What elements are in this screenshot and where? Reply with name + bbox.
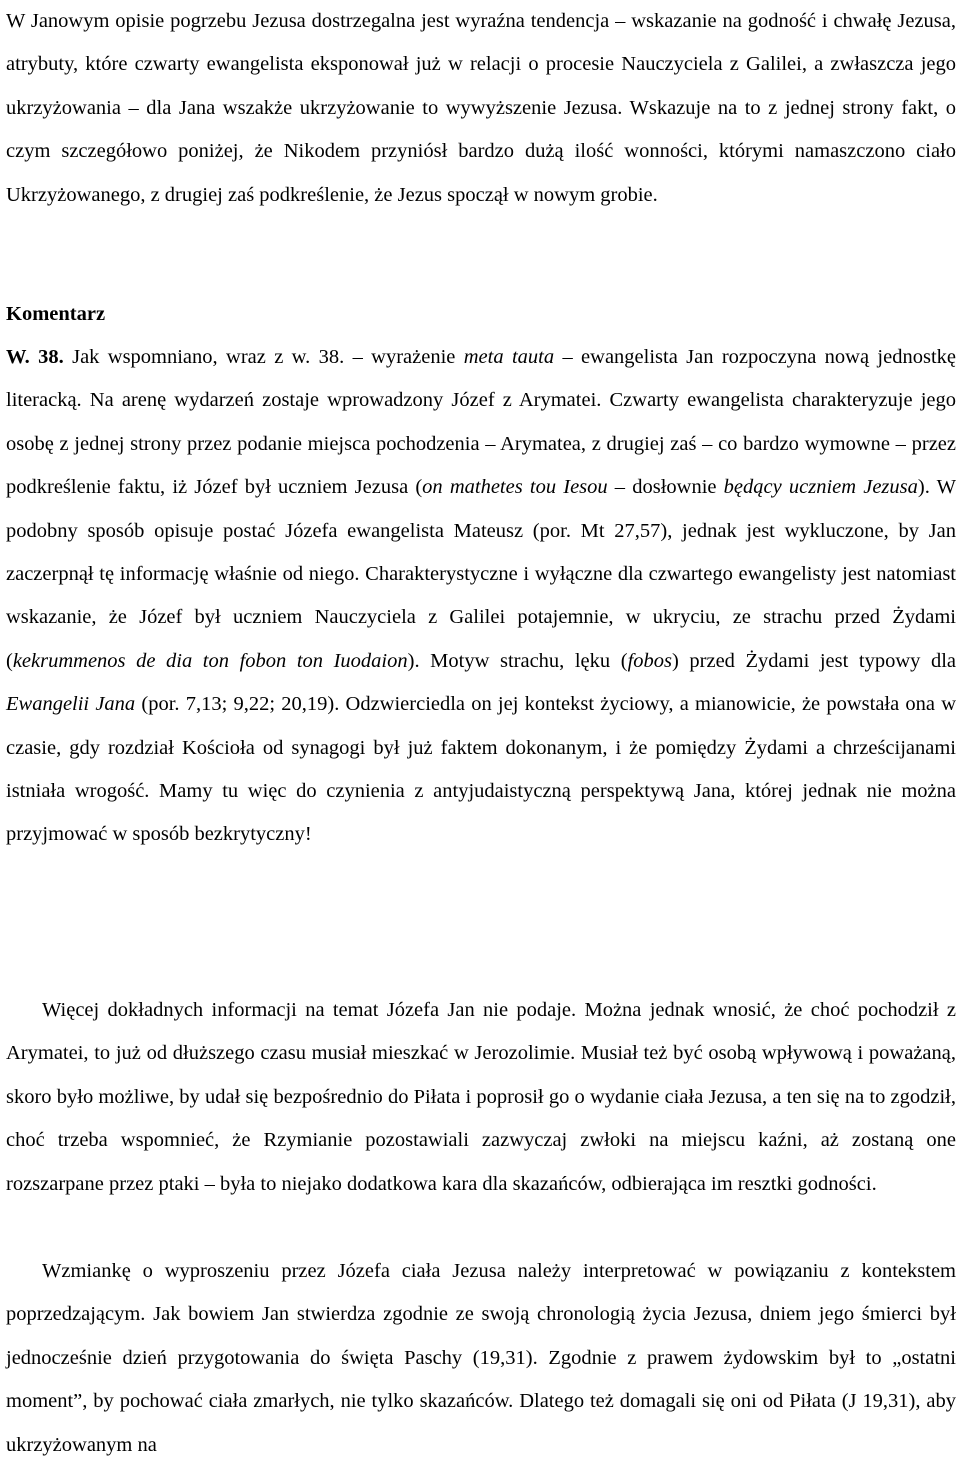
paragraph-intro: W Janowym opisie pogrzebu Jezusa dostrzegalna jest wyraźna tendencja – wskazanie na godność i chwałę Jezusa, atrybuty, które czwarty ewangelista eksponował już w relacji o procesie Nauczyciela z Galilei, a zwłaszcza jego ukrzyżowania – dla Jana wszakże ukrzyżowanie to wywyższenie Jezusa. Wskazuje na to z jednej strony fakt, o czym szczegółowo poniżej, że Nikodem przyniósł bardzo dużą ilość wonności, którymi namaszczono ciało Ukrzyżowanego, z drugiej zaś podkreślenie, że Jezus spoczął w nowym grobie. <box>6 10 956 206</box>
section-heading: Komentarz <box>6 303 106 325</box>
text-run: ) przed Żydami jest typowy dla <box>672 649 956 672</box>
greek-term: meta tauta <box>463 346 555 368</box>
text-run: Jak wspomniano, wraz z w. 38. – wyrażenie <box>63 346 464 368</box>
text-run: – ewangelista Jan rozpoczyna nową jednostkę literacką. Na arenę wydarzeń zostaje wprowadzony Józef z Arymatei. Czwarty ewangelista charakteryzuje jego osobę z jednej strony przez podanie miejsca pochodzenia – Arymatea, z drugiej zaś – co bardzo wymowne – przez podkreślenie faktu, iż Józef był uczniem Jezusa ( <box>6 346 956 499</box>
paragraph-jozef: Więcej dokładnych informacji na temat Józefa Jan nie podaje. Można jednak wnosić, że choć pochodził z Arymatei, to już od dłuższego czasu musiał mieszkać w Jerozolimie. Musiał też być osobą wpływową i poważaną, skoro było możliwe, by udał się bezpośrednio do Piłata i poprosił go o wydanie ciała Jezusa, a ten się na to zgodził, choć trzeba wspomnieć, że Rzymianie pozostawiali zazwyczaj zwłoki na miejscu kaźni, aż zostaną one rozszarpane przez ptaki – była to niejako dodatkowa kara dla skazańców, odbierająca im resztki godności. <box>6 999 956 1195</box>
paragraph-verse-38 <box>6 336 956 857</box>
paragraph-context: Wzmiankę o wyproszeniu przez Józefa ciała Jezusa należy interpretować w powiązaniu z kontekstem poprzedzającym. Jak bowiem Jan stwierdza zgodnie ze swoją chronologią życia Jezusa, dniem jego śmierci był jednocześnie dzień przygotowania do święta Paschy (19,31). Zgodnie z prawem żydowskim był to „ostatni moment”, by pochować ciała zmarłych, nie tylko skazańców. Dlatego też domagali się oni od Piłata (J 19,31), aby ukrzyżowanym na <box>6 1260 956 1456</box>
book-title: Ewangelii Jana <box>6 693 136 716</box>
greek-term: kekrummenos de dia ton fobon ton Iuodaion <box>12 649 408 672</box>
greek-term: fobos <box>627 649 672 672</box>
text-run: ). Motyw strachu, lęku ( <box>407 649 628 672</box>
verse-label: W. 38. <box>6 346 64 368</box>
text-run: – dosłownie <box>607 476 724 499</box>
greek-term: on mathetes tou Iesou <box>422 476 608 499</box>
text-run: (por. 7,13; 9,22; 20,19). Odzwierciedla on jej kontekst życiowy, a mianowicie, że powstała ona w czasie, gdy rozdział Kościoła od synagogi był już faktem dokonanym, i że pomiędzy Żydami a chrześcijanami istniała wrogość. Mamy tu więc do czynienia z antyjudaistyczną perspektywą Jana, której jednak nie można przyjmować w sposób bezkrytyczny! <box>6 693 956 846</box>
text-run: ). W podobny sposób opisuje postać Józefa ewangelista Mateusz (por. Mt 27,57), jednak jest wykluczone, by Jan zaczerpnął tę informację właśnie od niego. Charakterystyczne i wyłączne dla czwartego ewangelisty jest natomiast wskazanie, że Józef był uczniem Nauczyciela z Galilei potajemnie, w ukryciu, ze strachu przed Żydami ( <box>6 476 956 672</box>
italic-phrase: będący uczniem Jezusa <box>723 476 918 499</box>
